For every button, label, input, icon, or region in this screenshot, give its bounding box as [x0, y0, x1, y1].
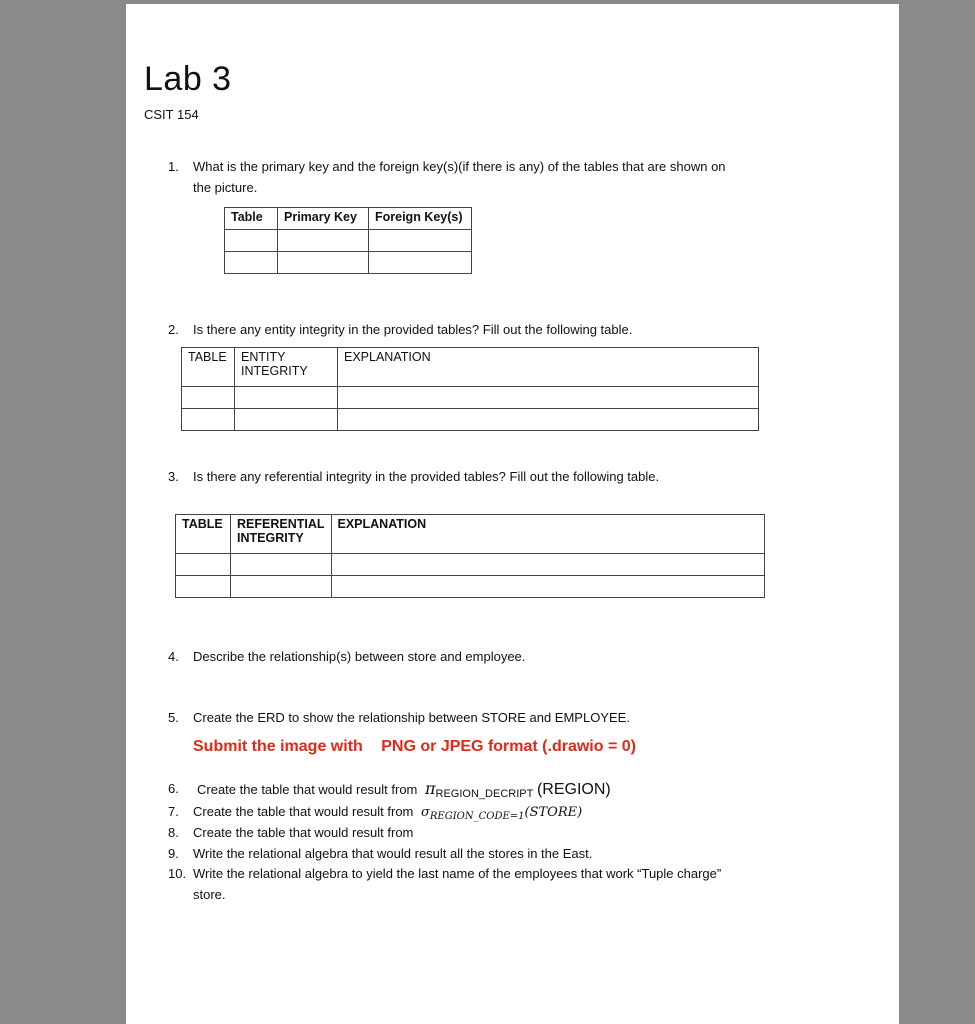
question-text: Is there any referential integrity in the provided tables? Fill out the following table. [193, 469, 660, 484]
table-header-row [176, 515, 765, 554]
header-cell [235, 348, 338, 387]
selection-symbol: σ [421, 805, 430, 820]
question-text: Is there any entity integrity in the provided tables? Fill out the following table. [193, 322, 633, 337]
page-title: Lab 3 [144, 60, 232, 98]
header-cell: Primary Key [278, 208, 369, 230]
header-cell [231, 515, 332, 554]
table-header-row [225, 208, 472, 230]
projection-symbol: π [425, 779, 436, 798]
submit-instruction-part1: Submit the image with [193, 738, 363, 755]
table-row [225, 230, 472, 252]
q2-table [181, 347, 759, 431]
question-number: 3. [168, 469, 179, 484]
header-cell: TABLE [176, 515, 231, 554]
question-text-cont: store. [193, 887, 226, 902]
table-row [176, 576, 765, 598]
question-text-body: Create the table that would result from [193, 804, 414, 819]
question-text: Describe the relationship(s) between store and employee. [193, 649, 526, 664]
table-header-row [182, 348, 759, 387]
header-cell: EXPLANATION [338, 348, 759, 387]
question-number: 9. [168, 846, 179, 861]
document-page [126, 4, 899, 1024]
header-cell-line: INTEGRITY [241, 364, 308, 378]
question-text-body: Create the table that would result from [197, 782, 418, 797]
course-code: CSIT 154 [144, 107, 199, 122]
table-row [182, 409, 759, 431]
question-number: 7. [168, 804, 179, 819]
question-number: 8. [168, 825, 179, 840]
question-text-cont: the picture. [193, 180, 258, 195]
header-cell: Foreign Key(s) [369, 208, 472, 230]
projection-subscript: REGION_DECRIPT [435, 788, 534, 800]
table-row [182, 387, 759, 409]
q1-table [224, 207, 472, 274]
question-number: 5. [168, 710, 179, 725]
question-text: What is the primary key and the foreign key(s)(if there is any) of the tables that are shown on [193, 159, 726, 174]
question-text [197, 778, 611, 802]
header-cell-line: INTEGRITY [237, 531, 304, 545]
header-cell: EXPLANATION [331, 515, 765, 554]
question-text [193, 801, 582, 824]
question-number: 1. [168, 159, 179, 174]
question-text: Create the ERD to show the relationship between STORE and EMPLOYEE. [193, 710, 630, 725]
submit-instruction [193, 738, 636, 756]
question-number: 10. [168, 866, 187, 881]
submit-instruction-part2: PNG or JPEG format (.drawio = 0) [381, 738, 636, 755]
table-row [176, 554, 765, 576]
header-cell-line: ENTITY [241, 350, 286, 364]
question-number: 2. [168, 322, 179, 337]
header-cell-line: REFERENTIAL [237, 517, 325, 531]
projection-argument: (REGION) [536, 781, 611, 798]
question-number: 4. [168, 649, 179, 664]
header-cell: TABLE [182, 348, 235, 387]
header-cell: Table [225, 208, 278, 230]
question-text: Write the relational algebra to yield the last name of the employees that work “Tuple charge” [193, 866, 722, 881]
question-text: Create the table that would result from [193, 825, 414, 840]
selection-subscript: REGION_CODE=1 [429, 811, 525, 822]
table-row [225, 252, 472, 274]
selection-argument: (STORE) [524, 805, 583, 820]
question-text: Write the relational algebra that would result all the stores in the East. [193, 846, 593, 861]
question-number: 6. [168, 781, 179, 796]
q3-table [175, 514, 765, 598]
